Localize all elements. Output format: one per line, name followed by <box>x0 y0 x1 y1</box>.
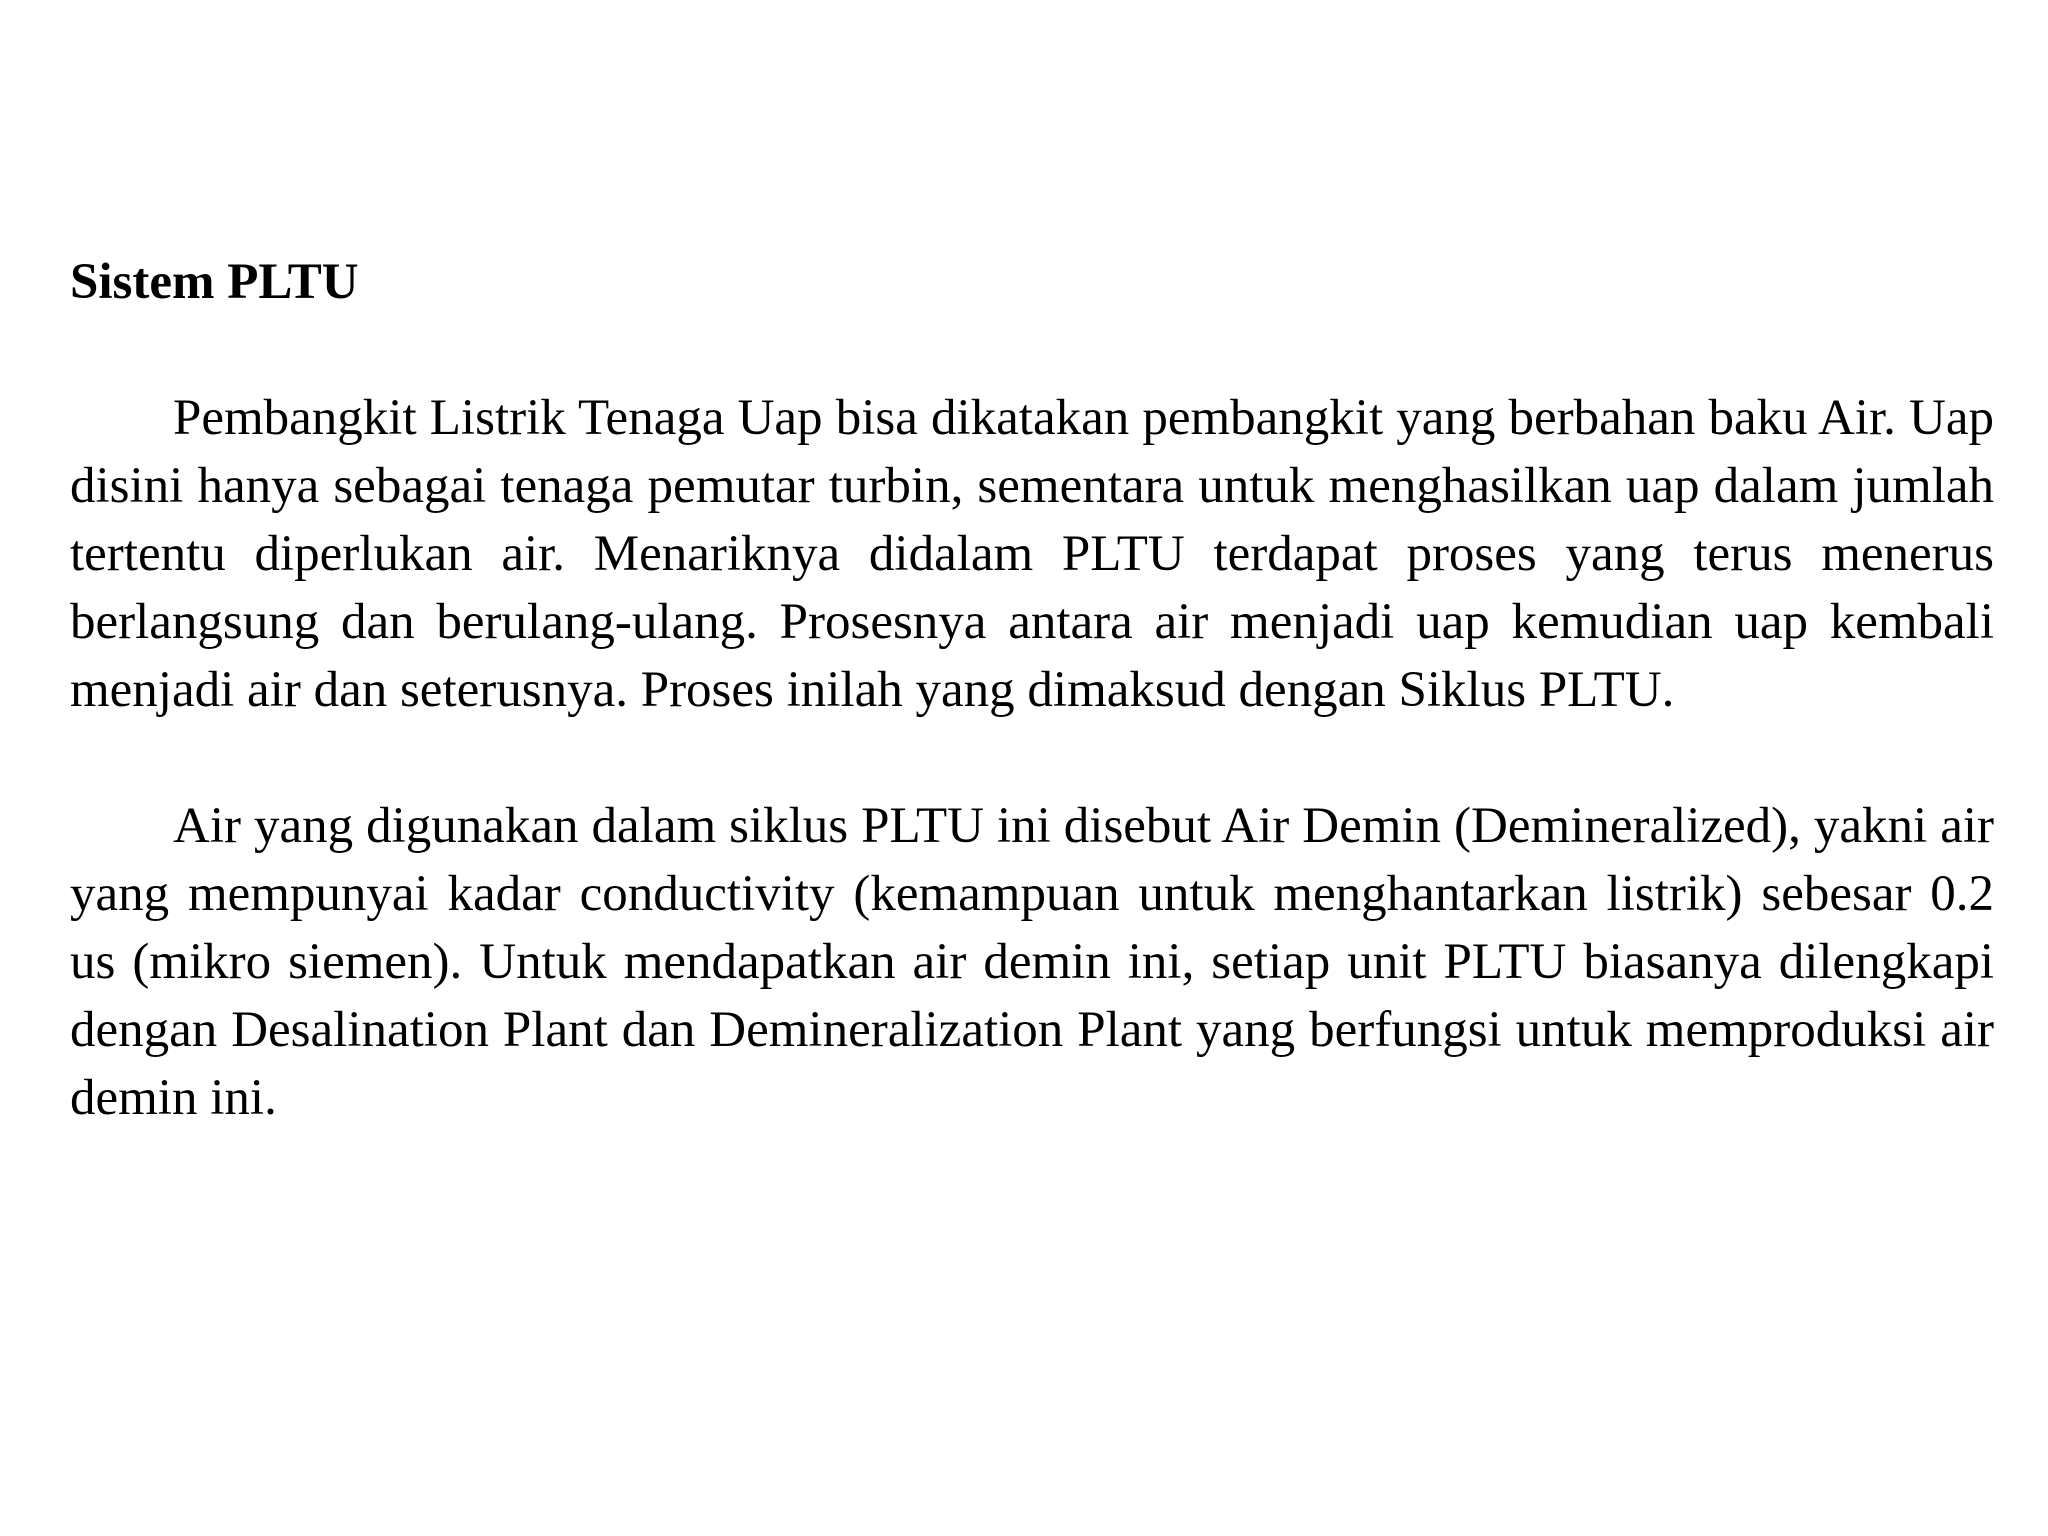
paragraph-air-demin: Air yang digunakan dalam siklus PLTU ini disebut Air Demin (Demineralized), yakni air yang mempunyai kadar conductivity (kemampuan untuk menghantarkan listrik) sebesar 0.2 us (mikro siemen). Untuk mendapatkan air demin ini, setiap unit PLTU biasanya dilengkapi dengan Desalination Plant dan Demineralization Plant yang berfungsi untuk memproduksi air demin ini. <box>70 798 1994 1126</box>
paragraph-pltu-overview: Pembangkit Listrik Tenaga Uap bisa dikatakan pembangkit yang berbahan baku Air. Uap disini hanya sebagai tenaga pemutar turbin, sementara untuk menghasilkan uap dalam jumlah tertentu diperlukan air. Menariknya didalam PLTU terdapat proses yang terus menerus berlangsung dan berulang-ulang. Prosesnya antara air menjadi uap kemudian uap kembali menjadi air dan seterusnya. Proses inilah yang dimaksud dengan Siklus PLTU. <box>70 390 1994 718</box>
document-body <box>70 248 1994 1132</box>
section-title: Sistem PLTU <box>70 254 359 310</box>
